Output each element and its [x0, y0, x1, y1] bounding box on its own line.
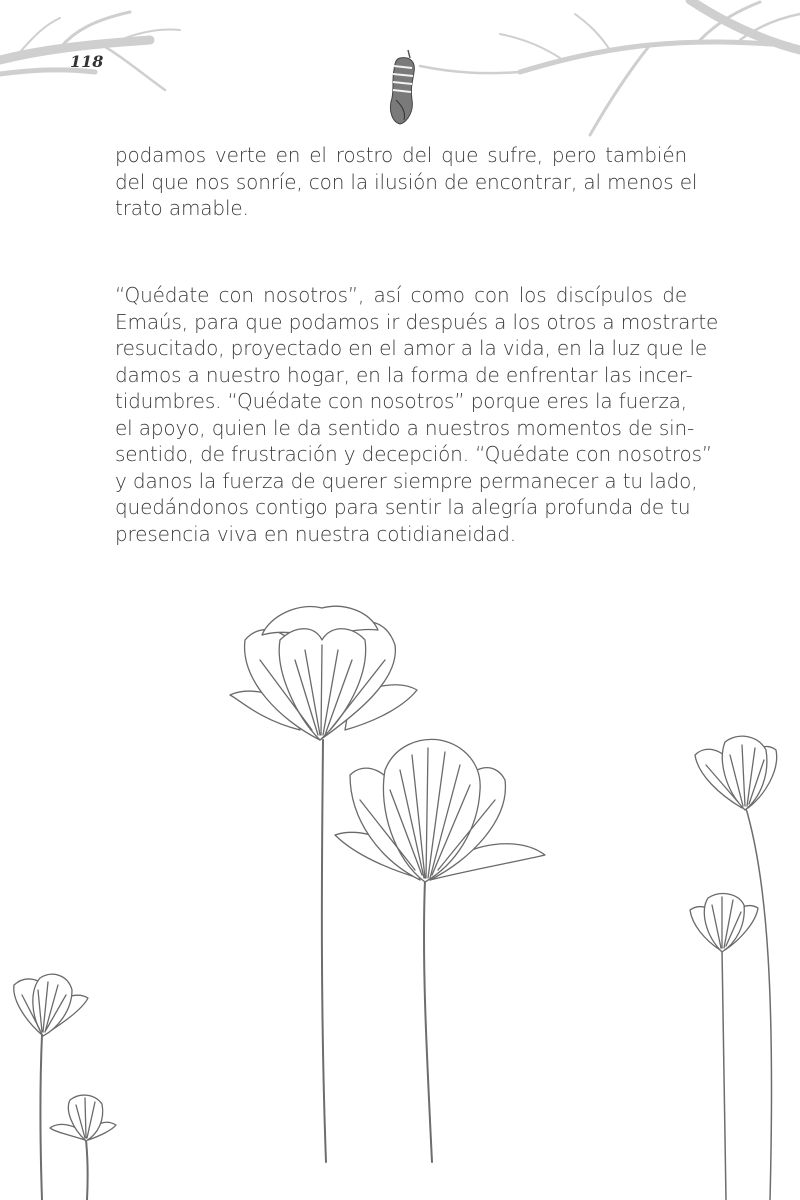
flower-small-left — [14, 974, 88, 1036]
flower-large-center — [335, 739, 545, 882]
text-line: damos a nuestro hogar, en la forma de enfrentar las incer- — [115, 362, 693, 387]
text-line: sentido, de frustración y decepción. “Quédate con nosotros” — [115, 442, 713, 466]
page-number: 118 — [70, 52, 104, 71]
text-line: presencia viva en nuestra cotidianeidad. — [115, 521, 516, 546]
text-line: Emaús, para que podamos ir después a los otros a mostrarte — [115, 309, 719, 334]
text-line: trato amable. — [115, 196, 249, 220]
text-line: el apoyo, quien le da sentido a nuestros momentos de sin- — [115, 415, 695, 440]
text-line: del que nos sonríe, con la ilusión de encontrar, al menos el — [115, 169, 698, 194]
text-line: “Quédate con nosotros”, así como con los discípulos de — [115, 283, 687, 307]
text-line: podamos verte en el rostro del que sufre, pero también — [115, 143, 687, 167]
text-line: resucitado, proyectado en el amor a la vida, en la luz que le — [115, 336, 708, 360]
text-line: quedándonos contigo para sentir la alegría profunda de tu — [115, 495, 691, 519]
flower-right-top — [695, 736, 777, 810]
text-line: tidumbres. “Quédate con nosotros” porque eres la fuerza, — [115, 389, 687, 413]
text-line: y danos la fuerza de querer siempre permanecer a tu lado, — [115, 468, 698, 493]
flower-large-left — [230, 606, 417, 740]
flower-right-bottom — [690, 894, 758, 952]
flower-small-bottom — [50, 1095, 116, 1141]
